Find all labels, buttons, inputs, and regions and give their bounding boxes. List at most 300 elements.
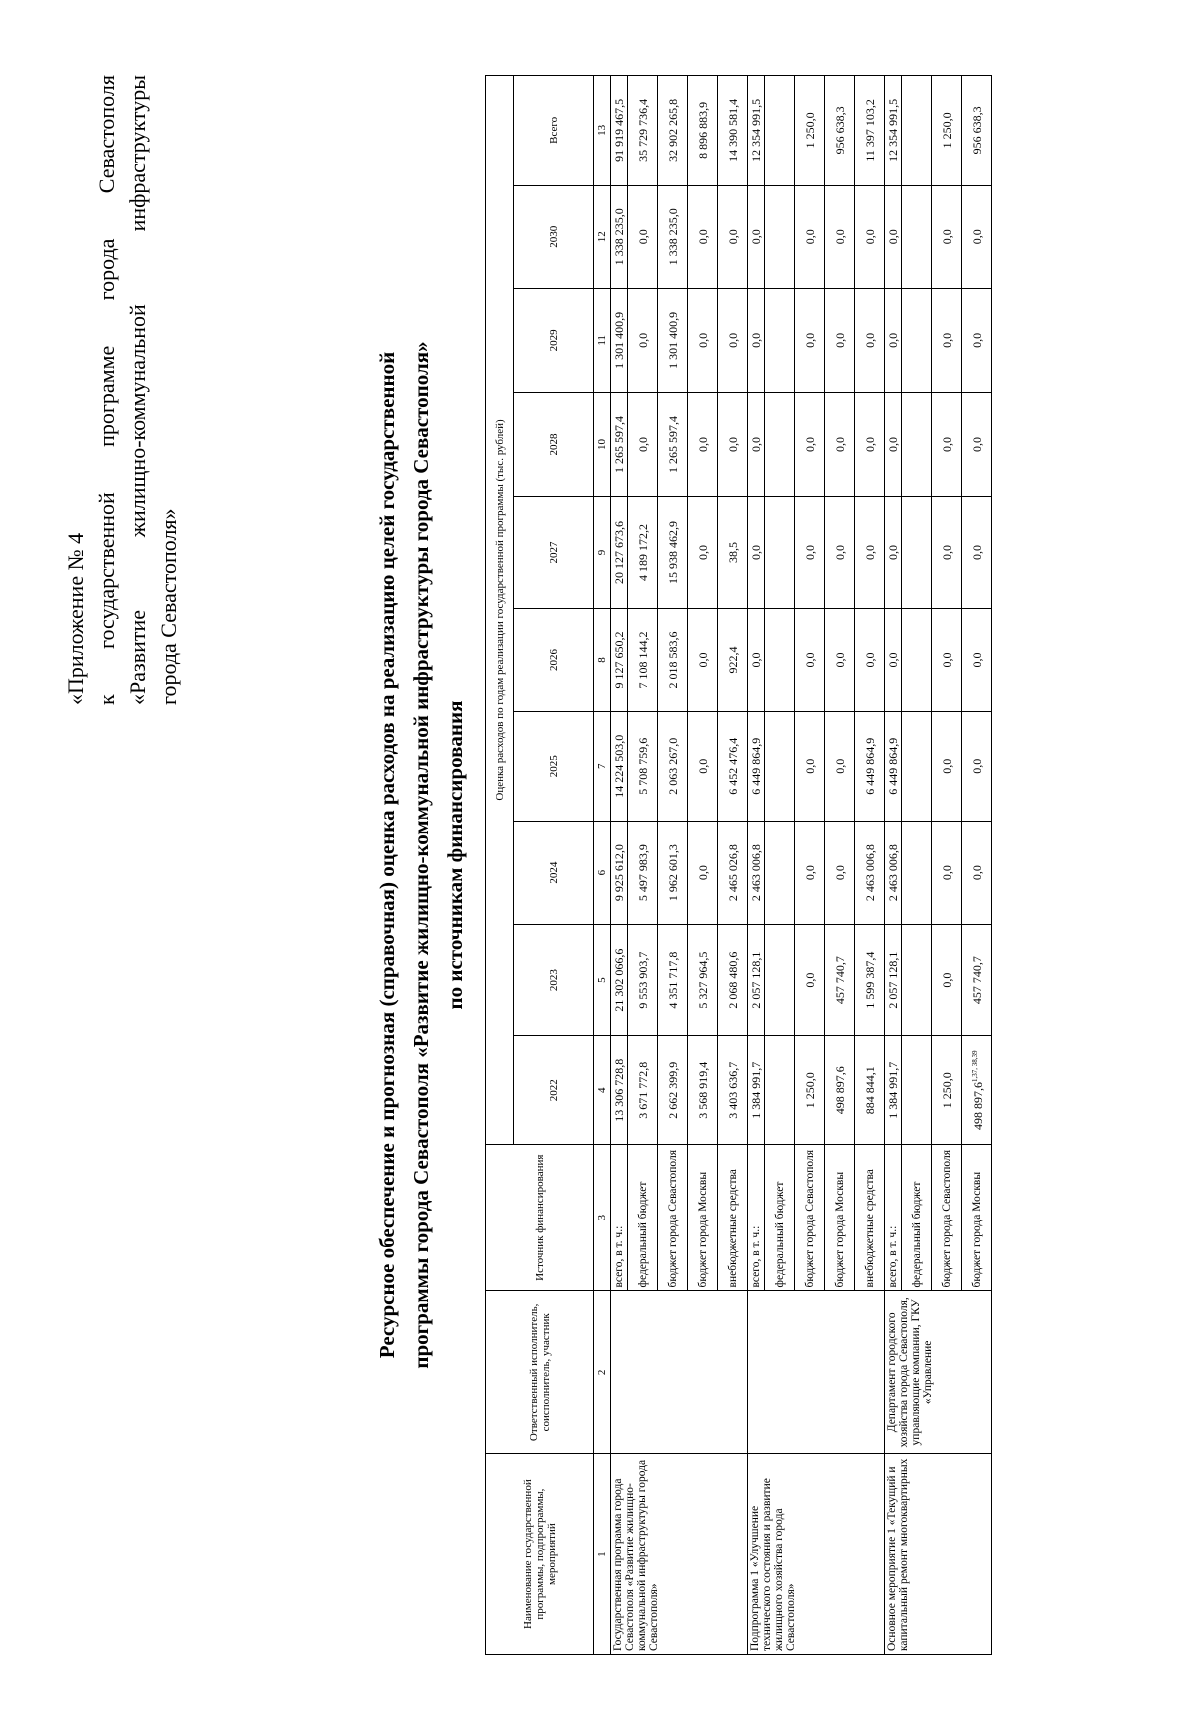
- amount-cell: [885, 924, 902, 1036]
- amount-cell: [765, 924, 795, 1036]
- appendix-line-3: «Развитие жилищно-коммунальной инфраструктуры: [125, 75, 150, 705]
- amount-cell: [688, 185, 718, 288]
- amount-value: 5 708 759,6: [635, 737, 650, 795]
- amount-value: 4 189 172,2: [635, 524, 650, 582]
- amount-cell: [885, 608, 902, 711]
- amount-cell: [902, 821, 932, 924]
- amount-cell: [795, 821, 825, 924]
- amount-value: 956 638,3: [832, 106, 847, 155]
- amount-cell: [885, 392, 902, 496]
- amount-value: 0,0: [862, 332, 877, 348]
- amount-value: 0,0: [749, 545, 763, 561]
- column-index-8: 8: [594, 608, 611, 711]
- amount-cell: [932, 185, 962, 288]
- header-year-3: 2024: [514, 821, 594, 924]
- amount-cell: [825, 608, 855, 711]
- amount-value: 0,0: [862, 545, 877, 561]
- amount-value: 0,0: [749, 437, 763, 453]
- amount-cell: [611, 392, 628, 496]
- amount-cell: [658, 185, 688, 288]
- amount-cell: [718, 1036, 748, 1145]
- header-year-1: 2022: [514, 1036, 594, 1145]
- amount-value: 14 390 581,4: [725, 98, 740, 162]
- amount-value: 0,0: [695, 229, 710, 245]
- amount-value: 457 740,7: [969, 956, 984, 1005]
- amount-cell: [658, 924, 688, 1036]
- amount-value: 884 844,1: [862, 1066, 877, 1115]
- amount-value: 1 250,0: [802, 112, 817, 149]
- amount-value: 9 553 903,7: [635, 951, 650, 1009]
- column-index-11: 11: [594, 288, 611, 392]
- amount-cell: [718, 711, 748, 821]
- amount-cell: [718, 76, 748, 186]
- executor-cell: Департамент городского хозяйства города Севастополя, управляющие компании, ГКУ «Управление: [885, 1291, 992, 1454]
- amount-value: 0,0: [939, 229, 954, 245]
- amount-value: 6 449 864,9: [749, 737, 763, 795]
- amount-value: 0,0: [635, 229, 650, 245]
- header-year-8: 2029: [514, 288, 594, 392]
- amount-cell: [825, 711, 855, 821]
- amount-value: 0,0: [939, 545, 954, 561]
- amount-cell: [825, 288, 855, 392]
- amount-value: 0,0: [802, 437, 817, 453]
- amount-cell: [718, 924, 748, 1036]
- amount-value: 2 057 128,1: [749, 951, 763, 1009]
- amount-value: 0,0: [832, 332, 847, 348]
- amount-cell: [748, 1036, 765, 1145]
- amount-cell: [611, 288, 628, 392]
- amount-value: 2 662 399,9: [665, 1061, 680, 1119]
- column-index-7: 7: [594, 711, 611, 821]
- amount-value: 12 354 991,5: [886, 98, 900, 162]
- amount-cell: [932, 1036, 962, 1145]
- amount-value: 0,0: [969, 865, 984, 881]
- amount-cell: [795, 1036, 825, 1145]
- amount-value: 1 265 597,4: [665, 416, 680, 474]
- header-year-4: 2025: [514, 711, 594, 821]
- amount-value: 5 327 964,5: [695, 951, 710, 1009]
- funding-source-cell: внебюджетные средства: [855, 1144, 885, 1291]
- amount-cell: [688, 392, 718, 496]
- amount-cell: [932, 711, 962, 821]
- amount-cell: [885, 1036, 902, 1145]
- amount-cell: [748, 288, 765, 392]
- amount-value: 0,0: [802, 545, 817, 561]
- amount-cell: [932, 924, 962, 1036]
- program-name-cell: Подпрограмма 1 «Улучшение технического состояния и развитие жилищного хозяйства города Севастополя»: [748, 1454, 885, 1655]
- executor-cell: [748, 1291, 885, 1454]
- amount-cell: [795, 497, 825, 609]
- amount-value: 0,0: [832, 758, 847, 774]
- program-name-cell: Государственная программа города Севастополя «Развитие жилищно-коммунальной инфраструктуры города Севастополя»: [611, 1454, 748, 1655]
- amount-value: 0,0: [695, 332, 710, 348]
- header-executor: Ответственный исполнитель, соисполнитель, участник: [486, 1291, 594, 1454]
- amount-cell: [658, 711, 688, 821]
- amount-cell: [688, 288, 718, 392]
- amount-value: 9 127 650,2: [612, 631, 626, 689]
- amount-value: 0,0: [886, 332, 900, 348]
- amount-cell: [855, 608, 885, 711]
- amount-value: 6 452 476,4: [725, 737, 740, 795]
- amount-cell: [611, 924, 628, 1036]
- amount-cell: [718, 821, 748, 924]
- amount-cell: [855, 288, 885, 392]
- header-index-row: [594, 76, 611, 1655]
- amount-value: 0,0: [969, 437, 984, 453]
- amount-value: 1 599 387,4: [862, 951, 877, 1009]
- amount-cell: [932, 821, 962, 924]
- amount-value: 0,0: [695, 437, 710, 453]
- funding-source-cell: бюджет города Севастополя: [658, 1144, 688, 1291]
- amount-cell: [962, 608, 992, 711]
- amount-value: 956 638,3: [969, 106, 984, 155]
- funding-source-cell: бюджет города Москвы: [962, 1144, 992, 1291]
- amount-cell: [885, 497, 902, 609]
- header-year-2: 2023: [514, 924, 594, 1036]
- amount-value: 457 740,7: [832, 956, 847, 1005]
- amount-value: 15 938 462,9: [665, 521, 680, 585]
- amount-cell: [658, 497, 688, 609]
- amount-value: 3 403 636,7: [725, 1061, 740, 1119]
- amount-cell: [825, 821, 855, 924]
- amount-value: 0,0: [802, 652, 817, 668]
- appendix-line-1: «Приложение № 4: [63, 532, 88, 705]
- amount-value: 2 063 267,0: [665, 737, 680, 795]
- amount-cell: [765, 392, 795, 496]
- header-year-7: 2028: [514, 392, 594, 496]
- amount-value: 35 729 736,4: [635, 98, 650, 162]
- amount-cell: [628, 608, 658, 711]
- amount-value: 1 338 235,0: [665, 208, 680, 266]
- amount-value: 5 497 983,9: [635, 844, 650, 902]
- amount-cell: [611, 185, 628, 288]
- footnote-mark: 1,37, 38,39: [971, 1050, 979, 1082]
- amount-cell: [688, 608, 718, 711]
- amount-value: 0,0: [749, 332, 763, 348]
- amount-cell: [962, 288, 992, 392]
- amount-cell: [932, 392, 962, 496]
- amount-cell: [962, 711, 992, 821]
- funding-source-cell: всего, в т. ч.:: [748, 1144, 765, 1291]
- amount-cell: [628, 821, 658, 924]
- amount-cell: [795, 608, 825, 711]
- amount-cell: [962, 497, 992, 609]
- amount-value: 4 351 717,8: [665, 951, 680, 1009]
- amount-cell: [628, 76, 658, 186]
- program-name-cell: Основное мероприятие 1 «Текущий и капитальный ремонт многоквартирных: [885, 1454, 992, 1655]
- amount-value: 0,0: [939, 758, 954, 774]
- amount-value: 0,0: [832, 229, 847, 245]
- amount-cell: [795, 392, 825, 496]
- amount-value: 2 463 006,8: [886, 844, 900, 902]
- funding-source-cell: федеральный бюджет: [902, 1144, 932, 1291]
- amount-value: 0,0: [749, 229, 763, 245]
- funding-source-cell: бюджет города Москвы: [825, 1144, 855, 1291]
- amount-value: 2 057 128,1: [886, 951, 900, 1009]
- amount-value: 0,0: [802, 865, 817, 881]
- title-line-1: Ресурсное обеспечение и прогнозная (справочная) оценка расходов на реализацию целей государственной: [375, 351, 399, 1359]
- amount-cell: [885, 76, 902, 186]
- amount-value: 1 265 597,4: [612, 416, 626, 474]
- amount-cell: [658, 76, 688, 186]
- amount-value: 32 902 265,8: [665, 98, 680, 162]
- amount-cell: [825, 392, 855, 496]
- appendix-heading: [60, 75, 184, 705]
- amount-value: 1 384 991,7: [886, 1061, 900, 1119]
- amount-cell: [765, 1036, 795, 1145]
- amount-value: 9 925 612,0: [612, 844, 626, 902]
- amount-cell: [885, 185, 902, 288]
- column-index-6: 6: [594, 821, 611, 924]
- amount-cell: [795, 711, 825, 821]
- column-index-13: 13: [594, 76, 611, 186]
- appendix-line-4: города Севастополя»: [156, 508, 181, 705]
- header-source: Источник финансирования: [486, 1144, 594, 1291]
- amount-cell: [932, 288, 962, 392]
- amount-value: 922,4: [725, 646, 740, 674]
- amount-cell: [718, 392, 748, 496]
- amount-cell: [765, 711, 795, 821]
- amount-cell: [855, 924, 885, 1036]
- column-index-9: 9: [594, 497, 611, 609]
- amount-value: 0,0: [725, 437, 740, 453]
- amount-value: 14 224 503,0: [612, 734, 626, 798]
- amount-cell: [962, 1036, 992, 1145]
- amount-value: 1 250,0: [939, 112, 954, 149]
- table-row: [611, 76, 628, 1655]
- amount-value: 0,0: [635, 332, 650, 348]
- amount-cell: [902, 1036, 932, 1145]
- amount-value: 0,0: [939, 437, 954, 453]
- amount-cell: [748, 76, 765, 186]
- amount-cell: [902, 608, 932, 711]
- amount-value: 8 896 883,9: [695, 101, 710, 159]
- amount-cell: [902, 497, 932, 609]
- amount-cell: [748, 392, 765, 496]
- amount-cell: [611, 711, 628, 821]
- column-index-2: 2: [594, 1291, 611, 1454]
- amount-cell: [962, 821, 992, 924]
- amount-value: 498 897,6: [971, 1081, 985, 1130]
- amount-cell: [718, 497, 748, 609]
- amount-cell: [902, 288, 932, 392]
- amount-cell: [765, 497, 795, 609]
- column-index-10: 10: [594, 392, 611, 496]
- amount-value: 1 250,0: [802, 1072, 817, 1109]
- amount-value: 0,0: [886, 652, 900, 668]
- amount-cell: [688, 821, 718, 924]
- amount-value: 0,0: [862, 652, 877, 668]
- amount-value: 0,0: [862, 229, 877, 245]
- amount-cell: [962, 185, 992, 288]
- table-row: [885, 76, 902, 1655]
- amount-cell: [611, 821, 628, 924]
- column-index-3: 3: [594, 1144, 611, 1291]
- amount-value: 0,0: [939, 332, 954, 348]
- amount-cell: [718, 185, 748, 288]
- amount-cell: [795, 288, 825, 392]
- amount-cell: [765, 288, 795, 392]
- amount-value: 1 301 400,9: [665, 311, 680, 369]
- amount-value: 2 463 006,8: [749, 844, 763, 902]
- document-title: [370, 165, 472, 1545]
- amount-value: 0,0: [802, 332, 817, 348]
- amount-cell: [718, 288, 748, 392]
- amount-cell: [658, 392, 688, 496]
- amount-cell: [628, 711, 658, 821]
- amount-cell: [748, 924, 765, 1036]
- amount-value: 3 568 919,4: [695, 1061, 710, 1119]
- amount-value: 0,0: [886, 229, 900, 245]
- amount-value: 0,0: [802, 229, 817, 245]
- amount-value: 0,0: [886, 545, 900, 561]
- amount-value: 0,0: [969, 545, 984, 561]
- amount-value: 0,0: [832, 865, 847, 881]
- amount-cell: [902, 76, 932, 186]
- table-row: [748, 76, 765, 1655]
- amount-value: 0,0: [749, 652, 763, 668]
- amount-cell: [962, 76, 992, 186]
- amount-value: 0,0: [832, 437, 847, 453]
- amount-cell: [748, 608, 765, 711]
- amount-cell: [765, 821, 795, 924]
- amount-value: 0,0: [725, 332, 740, 348]
- header-year-6: 2027: [514, 497, 594, 609]
- amount-value: 91 919 467,5: [612, 98, 626, 162]
- amount-value: 0,0: [969, 332, 984, 348]
- amount-cell: [628, 288, 658, 392]
- amount-value: 0,0: [832, 652, 847, 668]
- amount-cell: [748, 711, 765, 821]
- amount-value: 1 384 991,7: [749, 1061, 763, 1119]
- amount-cell: [932, 608, 962, 711]
- amount-cell: [718, 608, 748, 711]
- funding-source-cell: бюджет города Севастополя: [932, 1144, 962, 1291]
- amount-cell: [962, 924, 992, 1036]
- amount-cell: [688, 924, 718, 1036]
- header-name: Наименование государственной программы, подпрограммы, мероприятий: [486, 1454, 594, 1655]
- amount-cell: [748, 821, 765, 924]
- amount-cell: [795, 185, 825, 288]
- amount-cell: [658, 288, 688, 392]
- amount-value: 0,0: [695, 758, 710, 774]
- table-body: [611, 76, 992, 1655]
- amount-value: 2 018 583,6: [665, 631, 680, 689]
- amount-value: 498 897,6: [832, 1066, 847, 1115]
- amount-cell: [658, 1036, 688, 1145]
- amount-cell: [658, 821, 688, 924]
- amount-cell: [902, 711, 932, 821]
- amount-value: 1 962 601,3: [665, 844, 680, 902]
- amount-value: 38,5: [725, 542, 740, 564]
- column-index-4: 4: [594, 1036, 611, 1145]
- amount-value: 0,0: [969, 758, 984, 774]
- amount-value: 2 068 480,6: [725, 951, 740, 1009]
- amount-cell: [855, 497, 885, 609]
- amount-cell: [765, 185, 795, 288]
- amount-cell: [825, 1036, 855, 1145]
- amount-cell: [855, 76, 885, 186]
- funding-source-cell: всего, в т. ч.:: [611, 1144, 628, 1291]
- amount-cell: [628, 185, 658, 288]
- amount-cell: [688, 711, 718, 821]
- amount-cell: [825, 497, 855, 609]
- amount-value: 7 108 144,2: [635, 631, 650, 689]
- amount-cell: [795, 76, 825, 186]
- amount-value: 2 465 026,8: [725, 844, 740, 902]
- amount-value: 0,0: [695, 865, 710, 881]
- appendix-line-2: к государственной программе города Севастополя: [94, 75, 119, 705]
- amount-cell: [658, 608, 688, 711]
- amount-cell: [855, 392, 885, 496]
- funding-source-cell: внебюджетные средства: [718, 1144, 748, 1291]
- amount-value: 13 306 728,8: [612, 1058, 626, 1122]
- amount-value: 6 449 864,9: [886, 737, 900, 795]
- amount-value: 0,0: [939, 652, 954, 668]
- financing-table: [485, 75, 992, 1655]
- amount-value: 3 671 772,8: [635, 1061, 650, 1119]
- header-estimate: Оценка расходов по годам реализации государственной программы (тыс. рублей): [486, 76, 514, 1145]
- header-year-9: 2030: [514, 185, 594, 288]
- amount-value: 20 127 673,6: [612, 521, 626, 585]
- amount-cell: [855, 821, 885, 924]
- amount-value: 0,0: [695, 545, 710, 561]
- amount-value: 11 397 103,2: [862, 99, 877, 162]
- amount-value: 0,0: [635, 437, 650, 453]
- header-year-10: Всего: [514, 76, 594, 186]
- amount-cell: [795, 924, 825, 1036]
- header-year-5: 2026: [514, 608, 594, 711]
- amount-cell: [855, 185, 885, 288]
- amount-value: 0,0: [862, 437, 877, 453]
- amount-cell: [765, 608, 795, 711]
- column-index-1: 1: [594, 1454, 611, 1655]
- amount-cell: [885, 288, 902, 392]
- amount-cell: [962, 392, 992, 496]
- column-index-5: 5: [594, 924, 611, 1036]
- amount-value: 1 250,0: [939, 1072, 954, 1109]
- amount-cell: [628, 497, 658, 609]
- amount-cell: [748, 185, 765, 288]
- amount-cell: [611, 608, 628, 711]
- amount-value: 21 302 066,6: [612, 948, 626, 1012]
- amount-cell: [902, 185, 932, 288]
- amount-cell: [855, 1036, 885, 1145]
- amount-cell: [765, 76, 795, 186]
- amount-cell: [611, 497, 628, 609]
- amount-cell: [932, 497, 962, 609]
- executor-cell: [611, 1291, 748, 1454]
- amount-value: 0,0: [969, 229, 984, 245]
- amount-value: 0,0: [969, 652, 984, 668]
- amount-value: 0,0: [886, 437, 900, 453]
- funding-source-cell: федеральный бюджет: [628, 1144, 658, 1291]
- amount-cell: [855, 711, 885, 821]
- amount-cell: [932, 76, 962, 186]
- amount-value: 0,0: [725, 229, 740, 245]
- funding-source-cell: бюджет города Москвы: [688, 1144, 718, 1291]
- amount-value: 1 338 235,0: [612, 208, 626, 266]
- amount-value: 12 354 991,5: [749, 98, 763, 162]
- amount-value: 6 449 864,9: [862, 737, 877, 795]
- amount-cell: [628, 1036, 658, 1145]
- amount-value: 0,0: [939, 972, 954, 988]
- funding-source-cell: бюджет города Севастополя: [795, 1144, 825, 1291]
- amount-cell: [748, 497, 765, 609]
- amount-cell: [825, 185, 855, 288]
- amount-cell: [628, 392, 658, 496]
- amount-value: 1 301 400,9: [612, 311, 626, 369]
